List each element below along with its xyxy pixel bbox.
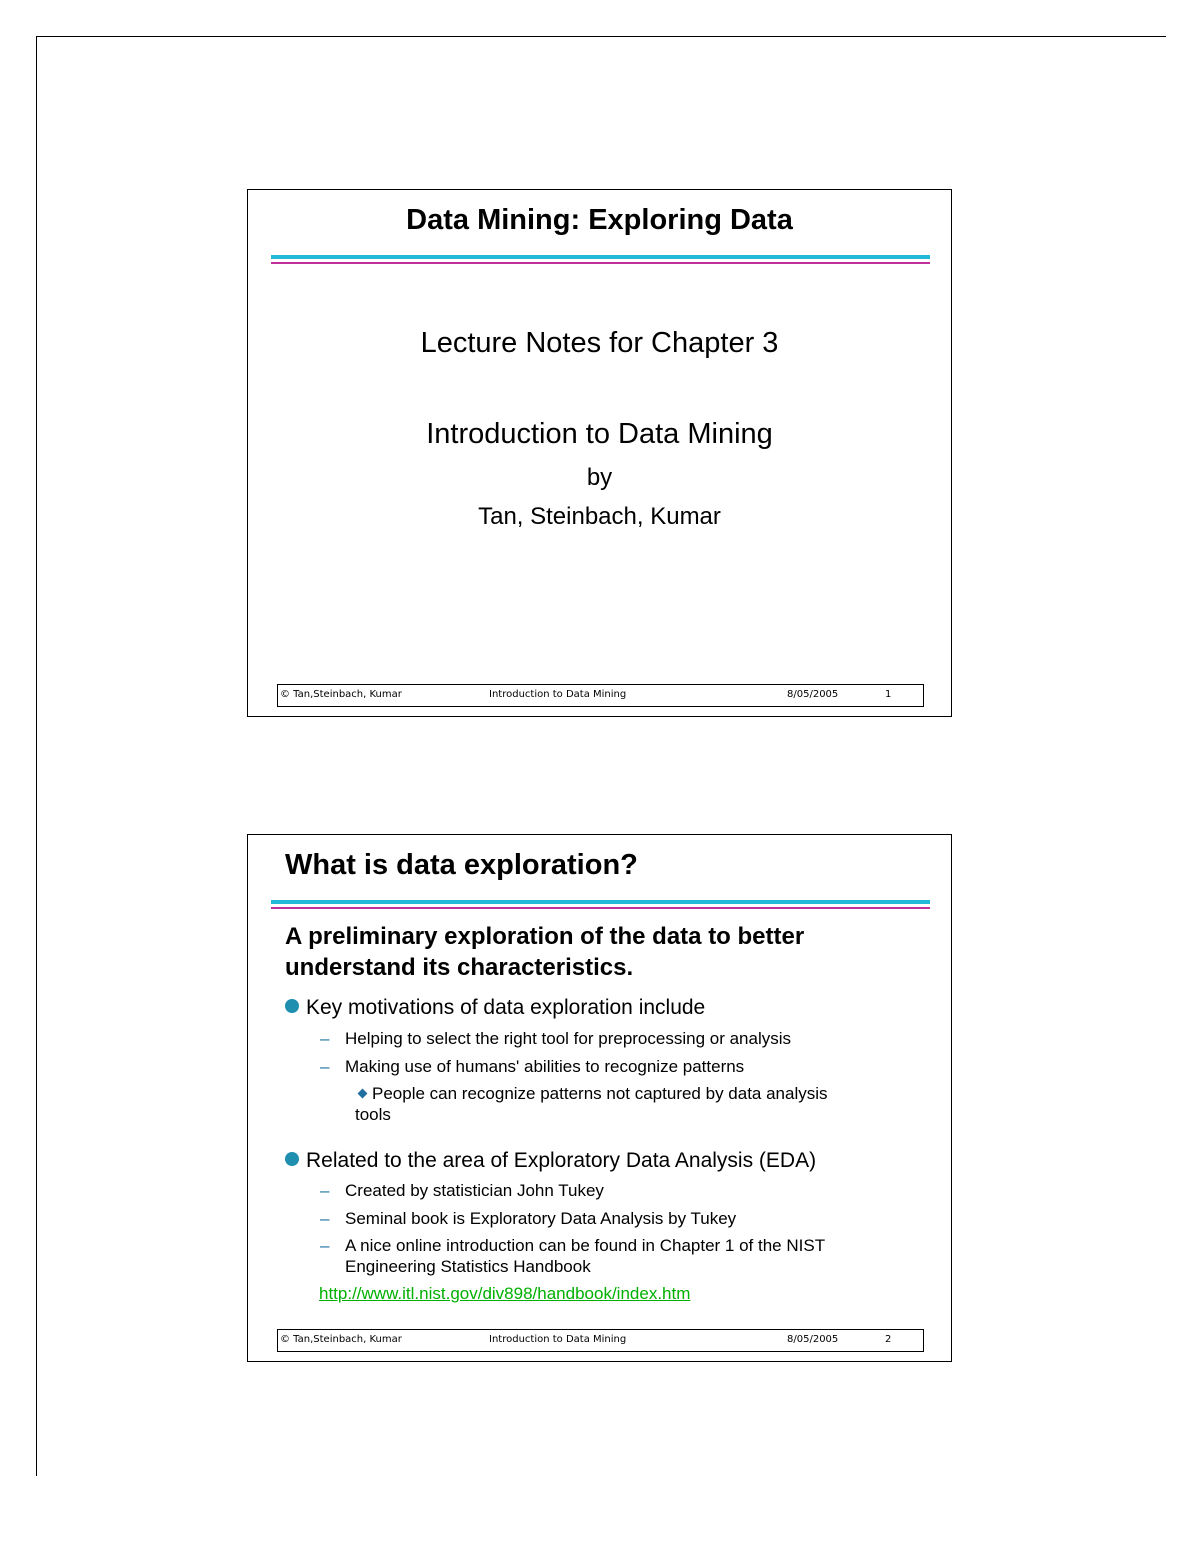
bullet-key-motivations: Key motivations of data exploration include (285, 996, 705, 1020)
footer-date: 8/05/2005 (787, 1334, 839, 1345)
bullet-dot-icon (285, 999, 299, 1013)
slide-footer (277, 1329, 924, 1352)
title-rule-magenta (271, 907, 930, 909)
sub-bullet: – Created by statistician John Tukey (320, 1181, 604, 1200)
footer-course: Introduction to Data Mining (489, 689, 627, 700)
slide-title: Data Mining: Exploring Data (406, 204, 793, 236)
sub-bullet: – Seminal book is Exploratory Data Analysis by Tukey (320, 1209, 737, 1228)
footer-copyright: © Tan,Steinbach, Kumar (280, 1334, 402, 1345)
sub-bullet: – Making use of humans' abilities to recognize patterns (320, 1057, 745, 1076)
title-rule-cyan (271, 255, 930, 259)
page-border-top (36, 36, 1166, 37)
bullet-dot-icon (285, 1152, 299, 1166)
slide-title: What is data exploration? (285, 849, 638, 881)
slide-2 (247, 834, 952, 1362)
bullet-eda: Related to the area of Exploratory Data Analysis (EDA) (285, 1149, 816, 1173)
footer-copyright: © Tan,Steinbach, Kumar (280, 689, 402, 700)
sub-bullet: – Helping to select the right tool for preprocessing or analysis (320, 1029, 792, 1048)
subtitle-by: by (586, 464, 613, 491)
diamond-bullet-icon (358, 1089, 368, 1099)
page-border-left (36, 36, 37, 1476)
footer-course: Introduction to Data Mining (489, 1334, 627, 1345)
footer-page-number: 2 (885, 1334, 892, 1345)
slide-footer (277, 684, 924, 707)
subtitle-book-title: Introduction to Data Mining (426, 418, 773, 450)
subtitle-authors: Tan, Steinbach, Kumar (478, 503, 721, 530)
sub-bullet: – A nice online introduction can be found in Chapter 1 of the NIST Engineering Statistics Handbook (320, 1236, 825, 1276)
footer-page-number: 1 (885, 689, 892, 700)
title-rule-magenta (271, 262, 930, 264)
title-rule-cyan (271, 900, 930, 904)
sub-sub-bullet: People can recognize patterns not captured by data analysis tools (355, 1084, 828, 1124)
slide-1 (247, 189, 952, 717)
footer-date: 8/05/2005 (787, 689, 839, 700)
lead-statement: A preliminary exploration of the data to better understand its characteristics. (285, 923, 805, 981)
nist-handbook-link[interactable]: http://www.itl.nist.gov/div898/handbook/index.htm (319, 1284, 691, 1303)
subtitle-lecture-notes: Lecture Notes for Chapter 3 (420, 327, 779, 359)
